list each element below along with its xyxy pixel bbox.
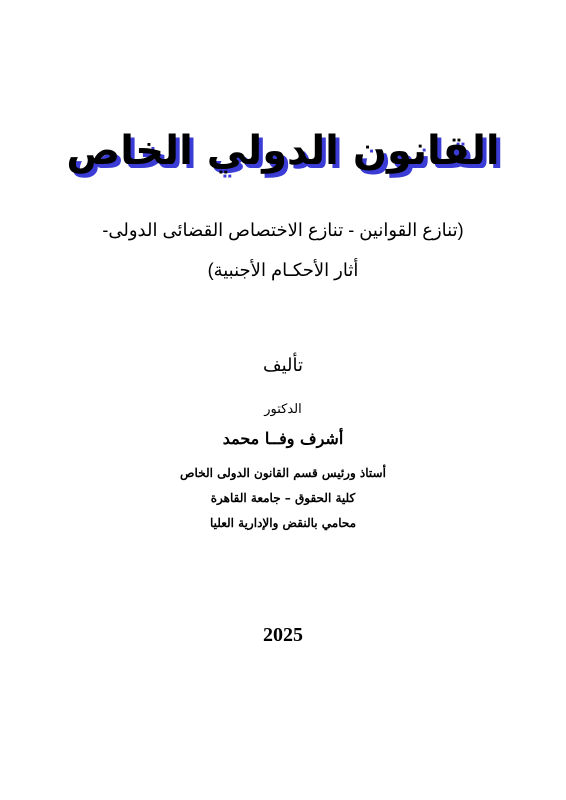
book-title: القانون الدولي الخاص — [66, 128, 500, 174]
author-name: أشرف وفــا محمد — [222, 429, 344, 448]
author-credential-practice: محامي بالنقض والإدارية العليا — [209, 516, 357, 530]
authored-by-label: تأليف — [262, 355, 304, 375]
author-credential-faculty: كلية الحقوق – جامعة القاهرة — [210, 491, 356, 505]
publication-year: 2025 — [263, 624, 303, 646]
author-credential-position: أستاذ ورئيس قسم القانون الدولى الخاص — [180, 466, 386, 480]
book-subtitle-line-2: أثار الأحكـام الأجنبية) — [207, 260, 359, 280]
doctor-title-label: الدكتور — [264, 401, 302, 416]
book-subtitle-line-1: (تنازع القوانين - تنازع الاختصاص القضائى الدولى- — [102, 220, 464, 240]
